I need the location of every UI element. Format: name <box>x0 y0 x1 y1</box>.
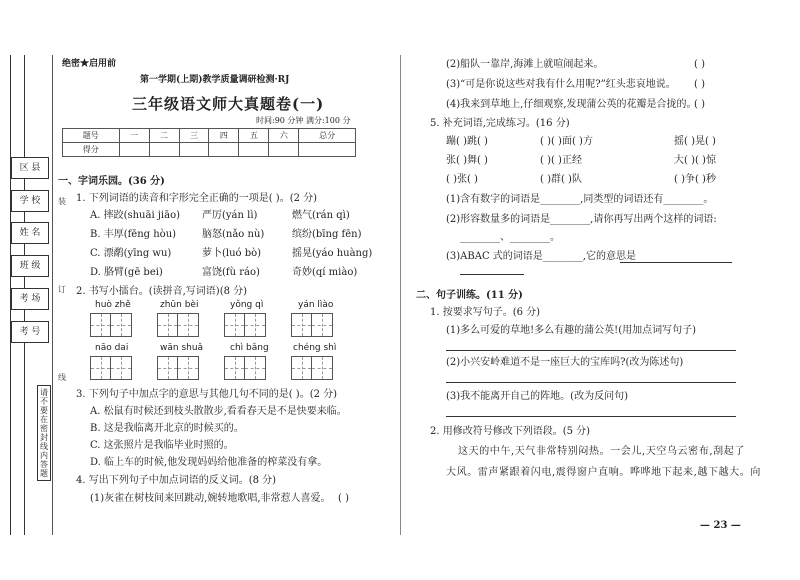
q1-option-a1: A. 摔跤(shuāi jiāo) <box>90 210 181 221</box>
score-cell: 一 <box>119 129 149 143</box>
pinyin-label: yán lìào <box>298 300 334 310</box>
score-cell: 得分 <box>63 143 120 157</box>
pinyin-label: zhūn bèi <box>160 300 199 310</box>
writing-grid[interactable] <box>157 313 199 337</box>
score-table <box>62 128 356 157</box>
sentence-question-1: 1. 按要求写句子。(6 分) <box>430 307 541 318</box>
question-5: 5. 补充词语,完成练习。(16 分) <box>430 118 570 129</box>
question-2: 2. 书写小擂台。(读拼音,写词语)(8 分) <box>76 286 248 297</box>
field-class: 班 级 <box>11 255 49 277</box>
answer-paren[interactable]: ( ) <box>694 79 705 90</box>
column-divider <box>400 55 401 535</box>
pinyin-label: chéng shì <box>293 343 337 353</box>
q1-option-d1: D. 胳臂(gē bei) <box>90 267 163 278</box>
answer-line[interactable] <box>446 382 736 383</box>
field-district: 区 县 <box>11 157 49 179</box>
q1-option-c1: C. 漂鹬(yīng wu) <box>90 248 172 259</box>
score-input[interactable] <box>269 143 299 157</box>
paragraph-line-2: 大风。雷声紧跟着闪电,震得窗户直响。哗哗地下起来,越下越大。向 <box>446 467 761 478</box>
writing-grid[interactable] <box>291 313 333 337</box>
question-4: 4. 写出下列句子中加点词语的反义词。(8 分) <box>76 475 277 486</box>
time-score: 时间:90 分钟 满分:100 分 <box>256 116 351 125</box>
answer-line[interactable] <box>446 350 736 351</box>
q3-option-b: B. 这是我临离开北京的时候买的。 <box>90 423 244 434</box>
writing-grid[interactable] <box>224 313 266 337</box>
pinyin-label: nāo dai <box>95 343 129 353</box>
q1-option-d2: 富饶(fù ráo) <box>202 267 260 278</box>
exam-subtitle: 第一学期(上期)教学质量调研检测·RJ <box>140 75 290 85</box>
seal-char-ding: 订 <box>58 285 66 294</box>
fill-word[interactable]: ( )争( )秒 <box>674 174 716 185</box>
pinyin-label: chì bǎng <box>230 343 269 353</box>
score-input[interactable] <box>149 143 179 157</box>
field-school: 学 校 <box>11 190 49 212</box>
score-cell: 二 <box>149 129 179 143</box>
fill-question-3: (3)ABAC 式的词语是________,它的意思是 <box>446 251 636 262</box>
fill-word[interactable]: ( )( )正经 <box>540 155 582 166</box>
answer-paren[interactable]: ( ) <box>694 99 705 110</box>
field-exam-number: 考 号 <box>11 321 49 343</box>
fill-word[interactable]: ( )( )面( )方 <box>540 136 593 147</box>
pinyin-label: wān shuǎ <box>160 343 204 353</box>
q4-item-3: (3)“可是你说这些对我有什么用呢?”红头悲哀地说。 <box>446 79 676 90</box>
answer-paren[interactable]: ( ) <box>338 493 349 504</box>
q4-item-2: (2)船队一靠岸,海滩上就喧闹起来。 <box>446 59 604 70</box>
score-cell: 题号 <box>63 129 120 143</box>
q4-item-1: (1)灰雀在树枝间来回跳动,婉转地歌唱,非常惹人喜爱。 <box>90 493 331 504</box>
fill-question-2b: ________、________。 <box>460 232 560 243</box>
q1-option-a2: 严厉(yán lì) <box>202 210 258 221</box>
section2-heading: 二、句子训练。(11 分) <box>416 290 523 301</box>
score-input[interactable] <box>119 143 149 157</box>
score-input[interactable] <box>299 143 356 157</box>
seal-notice: 请不要在密封线内答题 <box>37 385 51 481</box>
score-header-row <box>63 129 356 143</box>
score-cell: 总分 <box>299 129 356 143</box>
q3-option-c: C. 这张照片是我临毕业时照的。 <box>90 440 234 451</box>
fill-word[interactable]: 蹦( )跳( ) <box>446 136 488 147</box>
secret-label: 绝密★启用前 <box>62 59 117 69</box>
score-input[interactable] <box>179 143 209 157</box>
seal-char-xian: 线 <box>58 373 66 382</box>
q1-option-c2: 萝卜(luó bò) <box>202 248 262 259</box>
score-cell: 三 <box>179 129 209 143</box>
binding-line <box>52 55 53 535</box>
section1-heading: 一、字词乐园。(36 分) <box>58 176 165 187</box>
sentence-question-2: 2. 用修改符号修改下列语段。(5 分) <box>430 426 591 437</box>
q1-option-d3: 奇妙(qí miào) <box>292 267 358 278</box>
fill-word[interactable]: 张( )舞( ) <box>446 155 488 166</box>
fill-word[interactable]: 大( )( )惊 <box>674 155 716 166</box>
fill-word[interactable]: ( )张( ) <box>446 174 478 185</box>
q1-option-b3: 缤纷(bīng fēn) <box>292 229 362 240</box>
pinyin-label: yǒng qì <box>230 300 264 310</box>
writing-grid[interactable] <box>90 356 132 380</box>
seal-char-zhuang: 装 <box>58 197 66 206</box>
question-3: 3. 下列句子中加点字的意思与其他几句不同的是( )。(2 分) <box>76 389 338 400</box>
q3-option-a: A. 松鼠有时候还到枝头散散步,看看春天是不是快要来临。 <box>90 406 347 417</box>
score-value-row <box>63 143 356 157</box>
writing-grid[interactable] <box>157 356 199 380</box>
score-cell: 五 <box>239 129 269 143</box>
score-input[interactable] <box>209 143 239 157</box>
page-title: 三年级语文师大真题卷(一) <box>132 95 325 113</box>
answer-paren[interactable]: ( ) <box>694 59 705 70</box>
answer-line[interactable] <box>620 262 732 263</box>
q1-option-b2: 脑怒(nǎo nù) <box>202 229 265 240</box>
question-1: 1. 下列词语的读音和字形完全正确的一项是( )。(2 分) <box>76 193 318 204</box>
q1-option-a3: 燃气(rán qì) <box>292 210 350 221</box>
field-exam-room: 考 场 <box>11 288 49 310</box>
writing-grid[interactable] <box>224 356 266 380</box>
sentence-item-3: (3)我不能离开自己的阵地。(改为反问句) <box>446 391 628 402</box>
q1-option-c3: 摇晃(yáo huàng) <box>292 248 373 259</box>
paragraph-line-1: 这天的中午,天气非常特别闷热。一会儿,天空乌云密布,刮起了 <box>458 446 745 457</box>
fill-question-1: (1)含有数字的词语是________,同类型的词语还有________。 <box>446 194 714 205</box>
page-number: — 23 — <box>700 520 741 531</box>
fill-question-2: (2)形容数量多的词语是________,请你再写出两个这样的词语: <box>446 214 717 225</box>
q3-option-d: D. 临上车的时候,他发现妈妈给他准备的榨菜没有拿。 <box>90 457 328 468</box>
score-cell: 四 <box>209 129 239 143</box>
q1-option-b1: B. 丰厚(fēng hòu) <box>90 229 177 240</box>
fill-word[interactable]: 摇( )晃( ) <box>674 136 716 147</box>
field-name: 姓 名 <box>11 222 49 244</box>
score-input[interactable] <box>239 143 269 157</box>
writing-grid[interactable] <box>291 356 333 380</box>
sentence-item-2: (2)小兴安岭难道不是一座巨大的宝库吗?(改为陈述句) <box>446 357 684 368</box>
answer-line[interactable] <box>460 274 524 275</box>
writing-grid[interactable] <box>90 313 132 337</box>
fill-word[interactable]: ( )群( )队 <box>540 174 582 185</box>
q4-item-4: (4)我来到草地上,仔细观察,发现蒲公英的花瓣是合拢的。 <box>446 99 697 110</box>
sentence-item-1: (1)多么可爱的草地!多么有趣的蒲公英!(用加点词写句子) <box>446 325 697 336</box>
score-cell: 六 <box>269 129 299 143</box>
answer-line[interactable] <box>446 416 736 417</box>
pinyin-label: huò zhě <box>95 300 131 310</box>
